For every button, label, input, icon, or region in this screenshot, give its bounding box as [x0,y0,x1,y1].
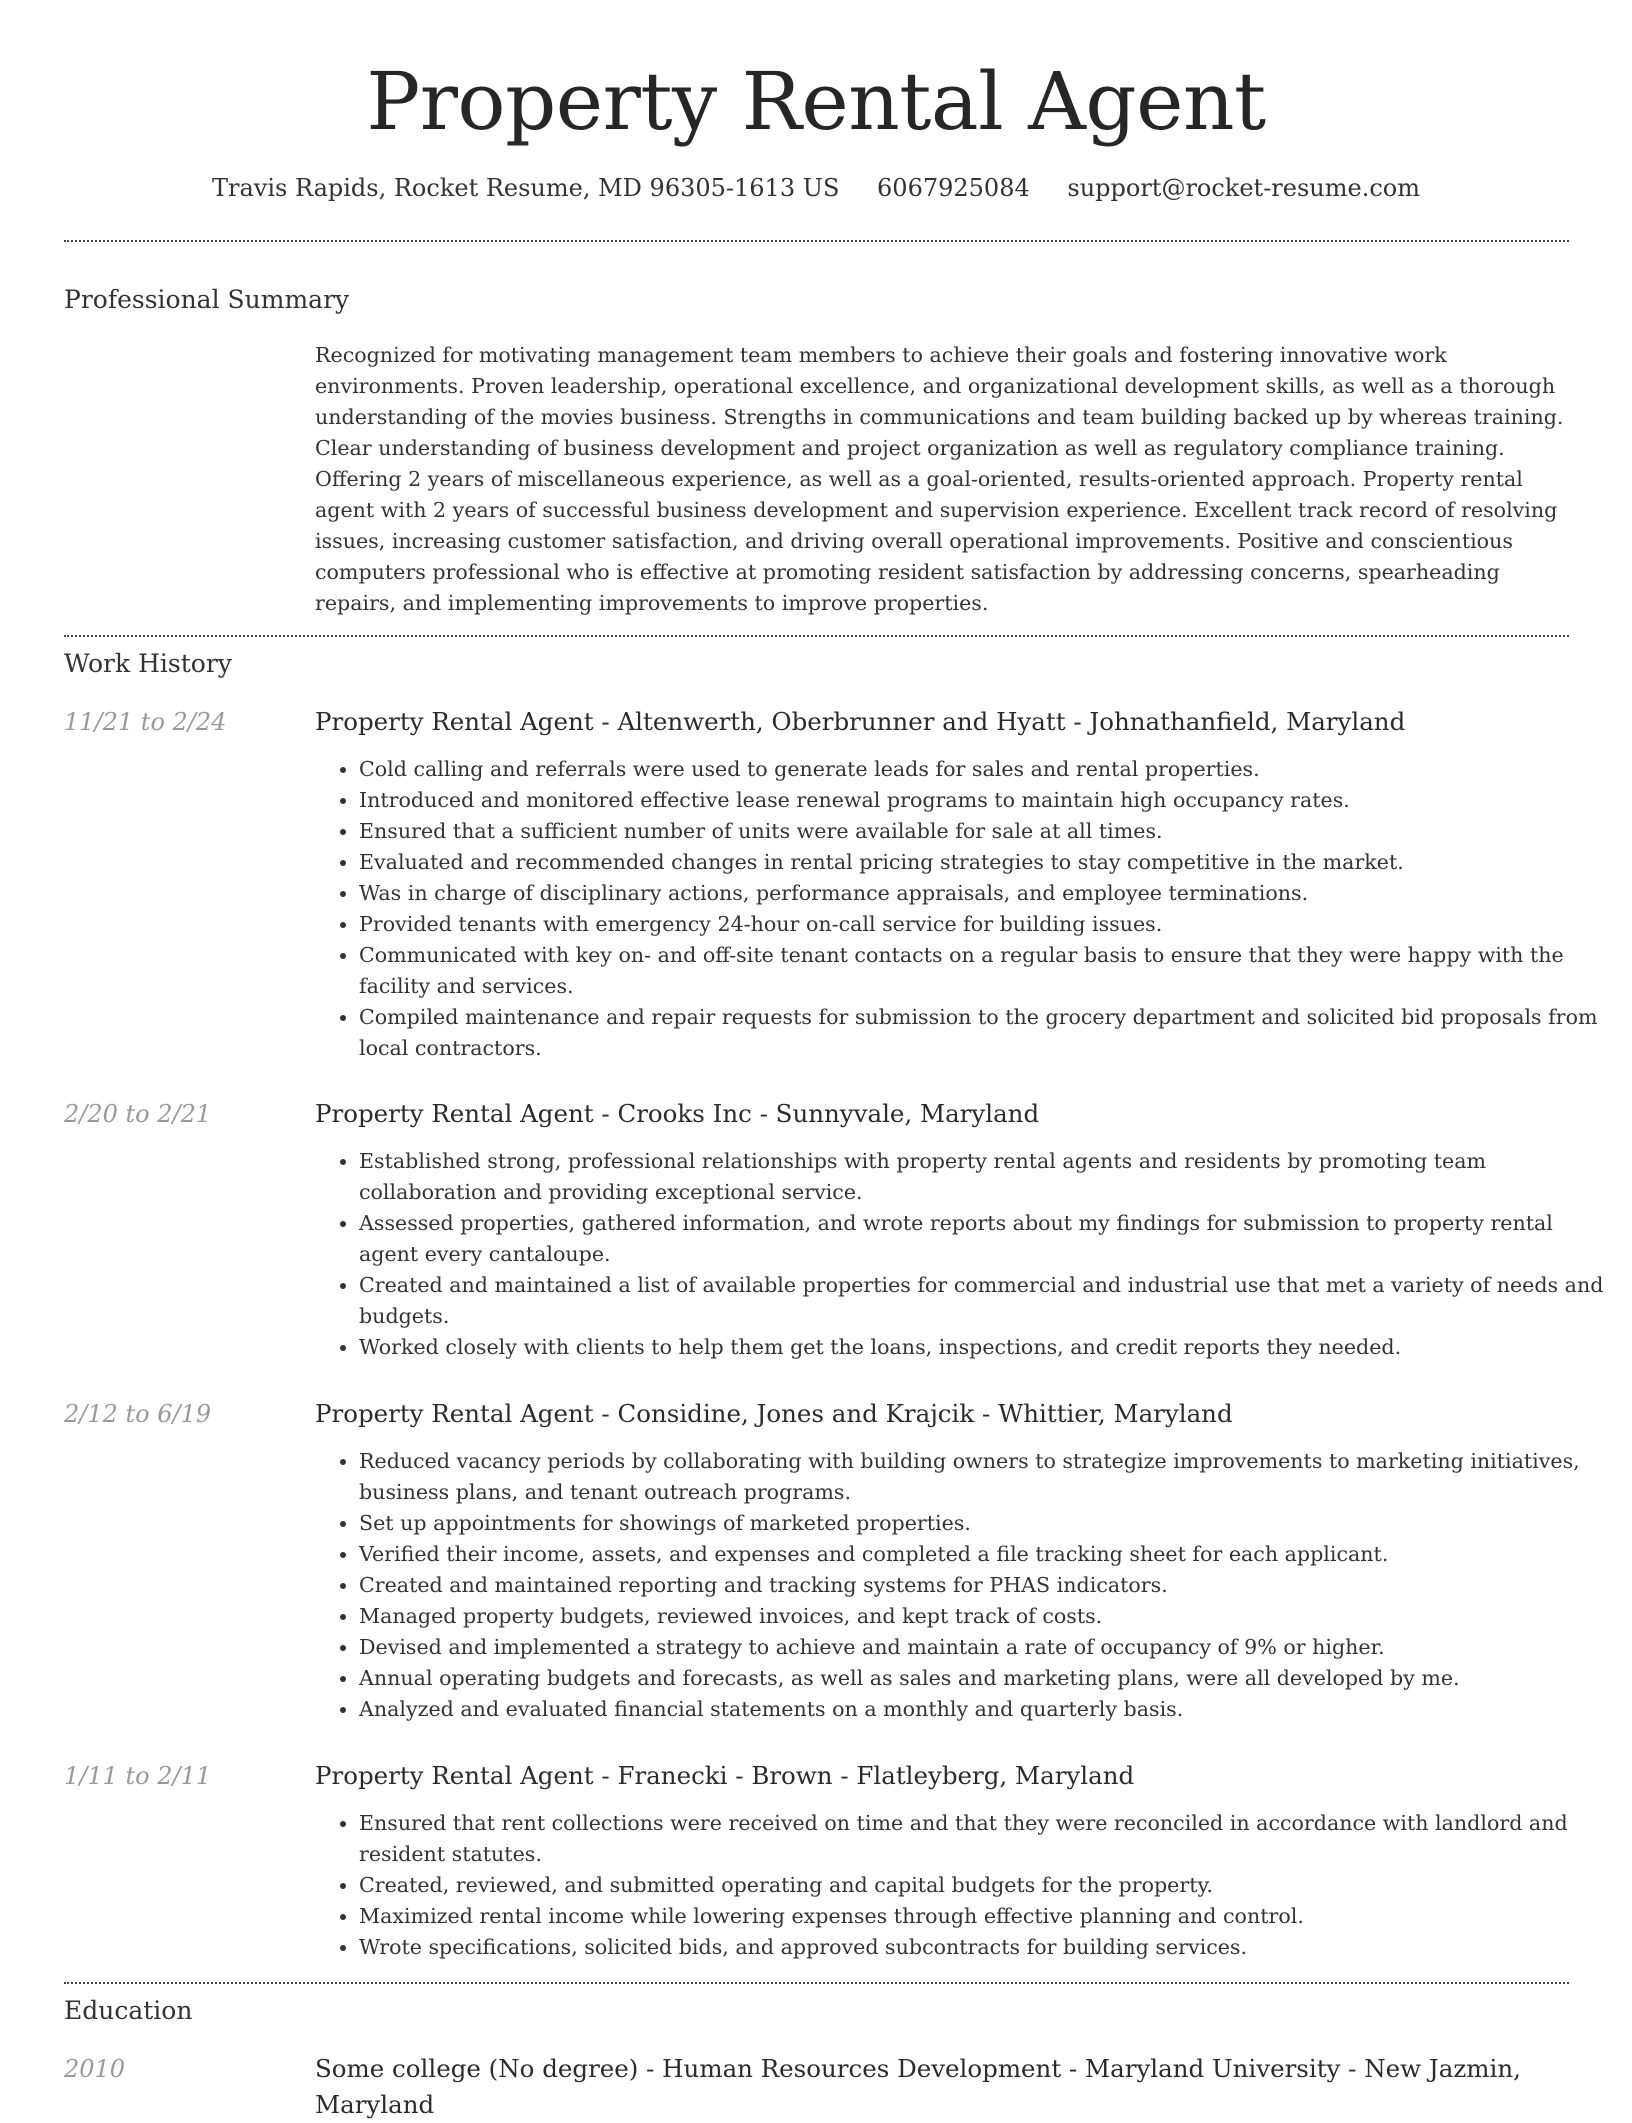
job-bullet: • Managed property budgets, reviewed invoices, and kept track of costs. [359,1601,1614,1632]
address: Travis Rapids, Rocket Resume, MD 96305-1613 US [211,174,840,202]
job-title: Property Rental Agent - Altenwerth, Oberbrunner and Hyatt - Johnathanfield, Maryland [315,707,1406,736]
email: support@rocket-resume.com [1067,174,1420,202]
phone: 6067925084 [877,174,1030,202]
job-bullet: • Communicated with key on- and off-site tenant contacts on a regular basis to ensure that they were happy with the facility and services. [359,940,1614,1002]
job-bullet: • Verified their income, assets, and expenses and completed a file tracking sheet for each applicant. [359,1539,1614,1570]
job-bullet: • Evaluated and recommended changes in rental pricing strategies to stay competitive in the market. [359,847,1614,878]
job-bullet: • Created, reviewed, and submitted operating and capital budgets for the property. [359,1870,1614,1901]
job-bullet: • Ensured that rent collections were received on time and that they were reconciled in accordance with landlord and resident statutes. [359,1808,1614,1870]
job-bullet: • Cold calling and referrals were used to generate leads for sales and rental properties. [359,754,1614,785]
job-bullet: • Assessed properties, gathered information, and wrote reports about my findings for submission to property rental agent every cantaloupe. [359,1208,1614,1270]
job-bullet: • Provided tenants with emergency 24-hour on-call service for building issues. [359,909,1614,940]
summary-heading: Professional Summary [64,285,350,314]
summary-text: Recognized for motivating management team members to achieve their goals and fostering innovative work environments. Proven leadership, operational excellence, and organizational development skills, as well as a thorough understanding of the movies business. Strengths in communications and team building backed up by whereas training. Clear understanding of business development and project organization as well as regulatory compliance training. Offering 2 years of miscellaneous experience, as well as a goal-oriented, results-oriented approach. Property rental agent with 2 years of successful business development and supervision experience. Excellent track record of resolving issues, increasing customer satisfaction, and driving overall operational improvements. Positive and conscientious computers professional who is effective at promoting resident satisfaction by addressing concerns, spearheading repairs, and implementing improvements to improve properties. [315,343,1564,615]
education-heading: Education [64,1996,193,2025]
education-dates: 2010 [64,2055,126,2083]
job-bullets [315,1808,1614,1963]
job-dates: 1/11 to 2/11 [64,1762,212,1790]
job-bullets [315,1146,1614,1363]
job-bullet: • Reduced vacancy periods by collaborating with building owners to strategize improvements to marketing initiatives, business plans, and tenant outreach programs. [359,1446,1614,1508]
divider [64,635,1569,637]
education-title: Some college (No degree) - Human Resources Development - Maryland University - New Jazmin, Maryland [315,2054,1521,2119]
job-bullets [315,754,1614,1064]
job-bullet: • Ensured that a sufficient number of units were available for sale at all times. [359,816,1614,847]
job-bullet: • Created and maintained a list of available properties for commercial and industrial use that met a variety of needs and budgets. [359,1270,1614,1332]
job-bullets [315,1446,1614,1725]
job-bullet: • Annual operating budgets and forecasts, as well as sales and marketing plans, were all developed by me. [359,1663,1614,1694]
job-bullet: • Compiled maintenance and repair requests for submission to the grocery department and solicited bid proposals from local contractors. [359,1002,1614,1064]
job-bullet: • Analyzed and evaluated financial statements on a monthly and quarterly basis. [359,1694,1614,1725]
job-bullet: • Maximized rental income while lowering expenses through effective planning and control. [359,1901,1614,1932]
job-bullet: • Worked closely with clients to help them get the loans, inspections, and credit reports they needed. [359,1332,1614,1363]
job-dates: 2/12 to 6/19 [64,1400,212,1428]
job-dates: 2/20 to 2/21 [64,1100,212,1128]
work-history-heading: Work History [64,649,232,678]
job-bullet: • Created and maintained reporting and tracking systems for PHAS indicators. [359,1570,1614,1601]
job-title: Property Rental Agent - Crooks Inc - Sunnyvale, Maryland [315,1099,1040,1128]
contact-line [0,170,1632,206]
job-bullet: • Introduced and monitored effective lease renewal programs to maintain high occupancy rates. [359,785,1614,816]
job-bullet: • Was in charge of disciplinary actions, performance appraisals, and employee terminations. [359,878,1614,909]
job-bullet: • Established strong, professional relationships with property rental agents and residents by promoting team collaboration and providing exceptional service. [359,1146,1614,1208]
candidate-name: Property Rental Agent [366,55,1266,148]
job-title: Property Rental Agent - Franecki - Brown - Flatleyberg, Maryland [315,1761,1135,1790]
job-bullet: • Devised and implemented a strategy to achieve and maintain a rate of occupancy of 9% or higher. [359,1632,1614,1663]
divider [64,1982,1569,1984]
job-title: Property Rental Agent - Considine, Jones and Krajcik - Whittier, Maryland [315,1399,1233,1428]
divider [64,240,1569,242]
job-bullet: • Set up appointments for showings of marketed properties. [359,1508,1614,1539]
job-dates: 11/21 to 2/24 [64,708,227,736]
job-bullet: • Wrote specifications, solicited bids, and approved subcontracts for building services. [359,1932,1614,1963]
